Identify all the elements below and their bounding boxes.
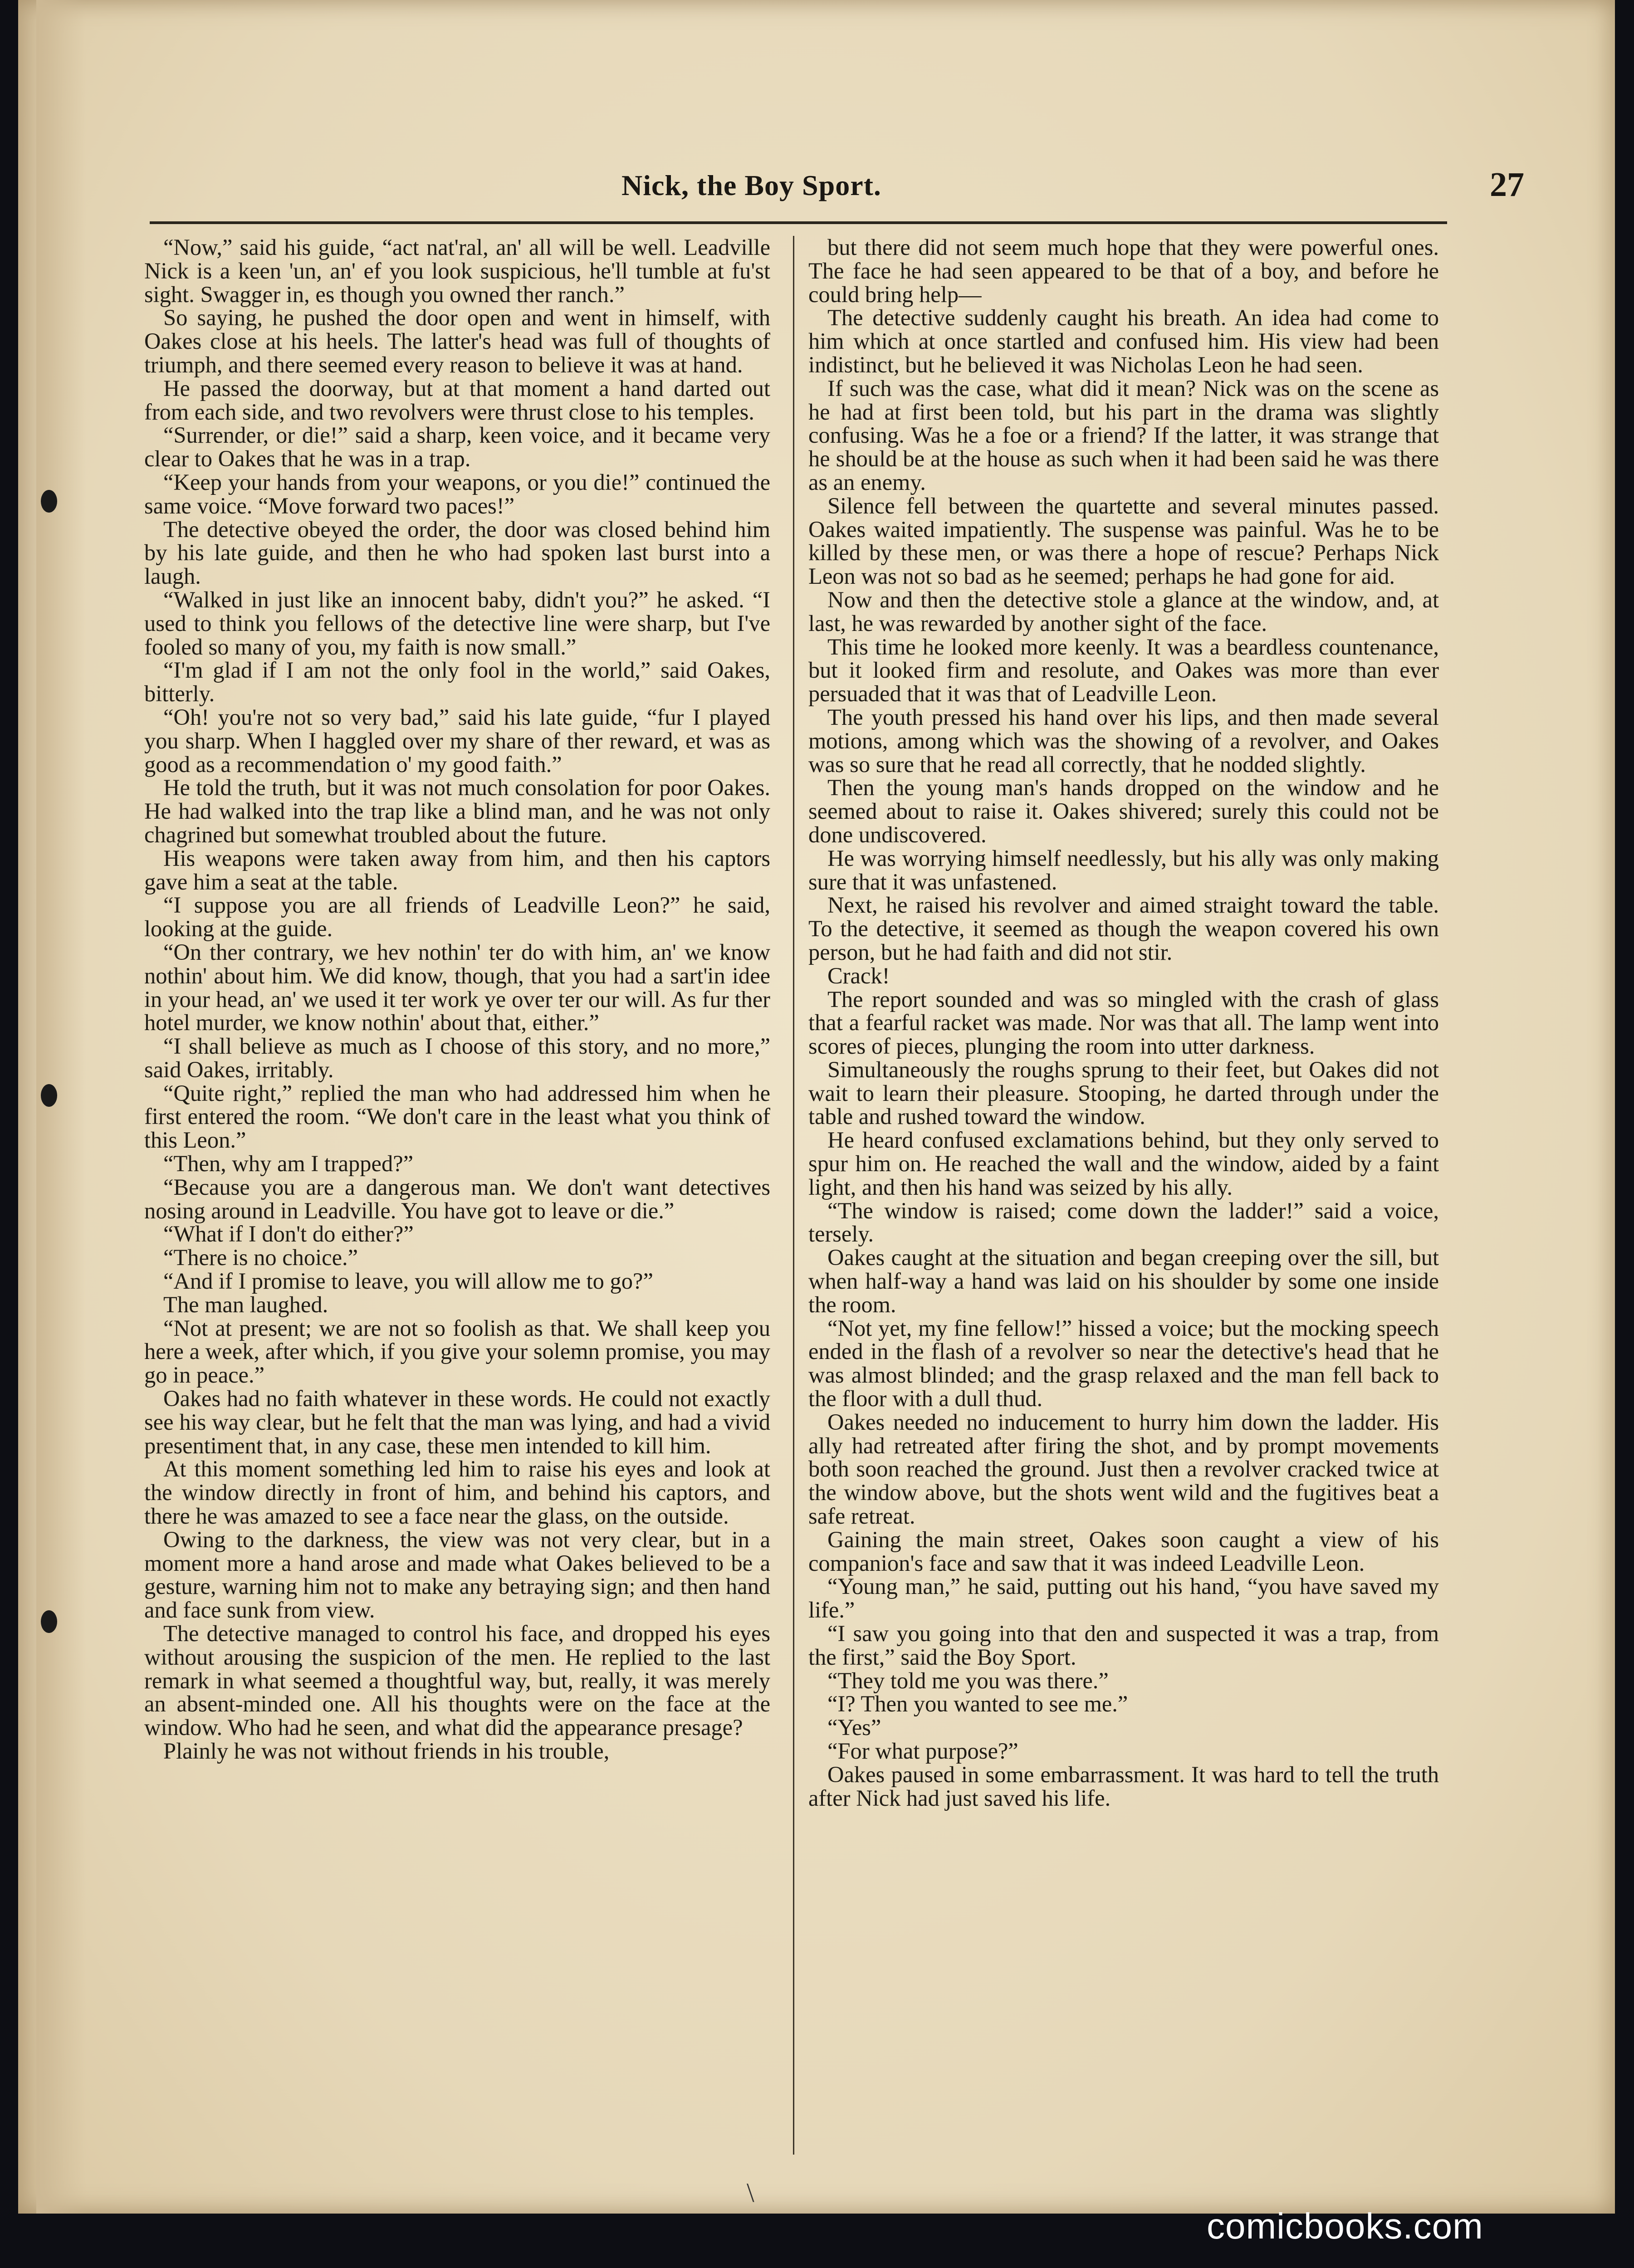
- paragraph: but there did not seem much hope that they were powerful ones. The face he had seen appeared to be that of a boy, and before he could bring help—: [808, 235, 1439, 307]
- paragraph: “I suppose you are all friends of Leadville Leon?” he said, looking at the guide.: [144, 892, 770, 942]
- paragraph: If such was the case, what did it mean? Nick was on the scene as he had at first been told, but his part in the drama was slightly confusing. Was he a foe or a friend? If the latter, it was strange that he should be at the house as such when it had been said he was there as an enemy.: [808, 375, 1439, 495]
- paragraph: The youth pressed his hand over his lips, and then made several motions, among which was the showing of a revolver, and Oakes was so sure that he read all correctly, that he nodded slightly.: [808, 704, 1439, 777]
- paragraph: “I? Then you wanted to see me.”: [827, 1691, 1128, 1717]
- paragraph: “Surrender, or die!” said a sharp, keen voice, and it became very clear to Oakes that he was in a trap.: [144, 422, 770, 472]
- paragraph: He passed the doorway, but at that moment a hand darted out from each side, and two revolvers were thrust close to his temples.: [144, 375, 770, 425]
- paragraph: Silence fell between the quartette and several minutes passed. Oakes waited impatiently. The suspense was painful. Was he to be killed by these men, or was there a hope of rescue? Perhaps Nick Leon was not so bad as he seemed; perhaps he had gone for aid.: [808, 493, 1439, 589]
- paragraph: “Yes”: [827, 1715, 881, 1740]
- paragraph: “On ther contrary, we hev nothin' ter do with him, an' we know nothin' about him. We did know, though, that you had a sart'in idee in your head, an' we used it ter work ye over ter our will. As fur ther hotel murder, we know nothin' about that, either.”: [144, 939, 770, 1036]
- paragraph: “What if I don't do either?”: [163, 1221, 414, 1247]
- paragraph: “And if I promise to leave, you will allow me to go?”: [163, 1268, 653, 1294]
- paragraph: The detective suddenly caught his breath. An idea had come to him which at once startled and confused him. His view had been indistinct, but he believed it was Nicholas Leon he had seen.: [808, 305, 1439, 377]
- paragraph: He told the truth, but it was not much consolation for poor Oakes. He had walked into the trap like a blind man, and he was not only chagrined but somewhat troubled about the future.: [144, 775, 770, 847]
- running-title: Nick, the Boy Sport.: [621, 169, 881, 201]
- paragraph: The detective managed to control his face, and dropped his eyes without arousing the suspicion of the men. He replied to the last remark in what seemed a thoughtful way, but, really, it was merely an absent-minded one. All his thoughts were on the face at the window. Who had he seen, and what did the appearance presage?: [144, 1621, 770, 1740]
- paragraph: “Not yet, my fine fellow!” hissed a voice; but the mocking speech ended in the flash of a revolver so near the detective's head that he was almost blinded; and the grasp relaxed and the man fell back to the floor with a dull thud.: [808, 1315, 1439, 1412]
- paragraph: “Not at present; we are not so foolish as that. We shall keep you here a week, after which, if you give your solemn promise, you may go in peace.”: [144, 1315, 770, 1388]
- paragraph: “They told me you was there.”: [827, 1667, 1109, 1693]
- binding-stitch: [41, 490, 57, 513]
- paragraph: “I shall believe as much as I choose of this story, and no more,” said Oakes, irritably.: [144, 1033, 770, 1082]
- page-spine: [36, 0, 86, 2214]
- paragraph: He was worrying himself needlessly, but his ally was only making sure that it was unfastened.: [808, 845, 1439, 894]
- paragraph: “There is no choice.”: [163, 1245, 358, 1271]
- column-divider: [793, 236, 794, 2155]
- paragraph: The report sounded and was so mingled with the crash of glass that a fearful racket was made. Nor was that all. The lamp went into scores of pieces, plunging the room into utter darkness.: [808, 986, 1439, 1059]
- right-column: [808, 236, 1439, 1810]
- page-number: 27: [1490, 166, 1524, 204]
- header-rule: [150, 221, 1447, 224]
- paragraph: Oakes needed no inducement to hurry him down the ladder. His ally had retreated after firing the shot, and by prompt movements both soon reached the ground. Just then a revolver cracked twice at the window above, but the shots went wild and the fugitives beat a safe retreat.: [808, 1409, 1439, 1529]
- paragraph: His weapons were taken away from him, and then his captors gave him a seat at the table.: [144, 845, 770, 894]
- binding-stitch: [41, 1610, 57, 1633]
- paragraph: So saying, he pushed the door open and went in himself, with Oakes close at his heels. The latter's head was full of thoughts of triumph, and there seemed every reason to believe it was at hand.: [144, 305, 770, 377]
- paragraph: “Now,” said his guide, “act nat'ral, an' all will be well. Leadville Nick is a keen 'un, an' ef you look suspicious, he'll tumble at fu'st sight. Swagger in, es though you owned ther ranch.”: [144, 235, 770, 307]
- paragraph: Oakes caught at the situation and began creeping over the sill, but when half-way a hand was laid on his shoulder by some one inside the room.: [808, 1245, 1439, 1317]
- paragraph: “I'm glad if I am not the only fool in the world,” said Oakes, bitterly.: [144, 657, 770, 707]
- page-mark: \: [747, 2178, 754, 2208]
- paragraph: Owing to the darkness, the view was not very clear, but in a moment more a hand arose and made what Oakes believed to be a gesture, warning him not to make any betraying sign; and then hand and face sunk from view.: [144, 1526, 770, 1623]
- paragraph: “I saw you going into that den and suspected it was a trap, from the first,” said the Boy Sport.: [808, 1621, 1439, 1670]
- paragraph: “Oh! you're not so very bad,” said his late guide, “fur I played you sharp. When I haggled over my share of ther reward, et was as good as a recommendation o' my good faith.”: [144, 704, 770, 777]
- paragraph: “Then, why am I trapped?”: [163, 1151, 414, 1177]
- paragraph: The detective obeyed the order, the door was closed behind him by his late guide, and then he who had spoken last burst into a laugh.: [144, 516, 770, 589]
- paragraph: “For what purpose?”: [827, 1738, 1018, 1764]
- paragraph: “Young man,” he said, putting out his hand, “you have saved my life.”: [808, 1574, 1439, 1623]
- page-header: [621, 166, 1524, 219]
- paragraph: Crack!: [827, 963, 890, 988]
- paragraph: Simultaneously the roughs sprung to their feet, but Oakes did not wait to learn their pleasure. Stooping, he darted through under the table and rushed toward the window.: [808, 1056, 1439, 1129]
- paragraph: This time he looked more keenly. It was a beardless countenance, but it looked firm and resolute, and Oakes was more than ever persuaded that it was that of Leadville Leon.: [808, 634, 1439, 707]
- paragraph: “Keep your hands from your weapons, or you die!” continued the same voice. “Move forward two paces!”: [144, 469, 770, 518]
- paragraph: “Because you are a dangerous man. We don't want detectives nosing around in Leadville. You have got to leave or die.”: [144, 1174, 770, 1223]
- paragraph: Oakes had no faith whatever in these words. He could not exactly see his way clear, but he felt that the man was lying, and had a vivid presentiment that, in any case, these men intended to kill him.: [144, 1386, 770, 1458]
- paragraph: Next, he raised his revolver and aimed straight toward the table. To the detective, it seemed as though the weapon covered his own person, but he had faith and did not stir.: [808, 892, 1439, 965]
- left-column: [144, 236, 770, 1763]
- paragraph: Oakes paused in some embarrassment. It was hard to tell the truth after Nick had just saved his life.: [808, 1761, 1439, 1811]
- watermark: comicbooks.com: [1207, 2206, 1483, 2246]
- binding-stitch: [41, 1084, 57, 1107]
- paragraph: He heard confused exclamations behind, but they only served to spur him on. He reached the wall and the window, aided by a faint light, and then his hand was seized by his ally.: [808, 1127, 1439, 1200]
- paragraph: Plainly he was not without friends in his trouble,: [163, 1738, 610, 1764]
- paragraph: At this moment something led him to raise his eyes and look at the window directly in front of him, and behind his captors, and there he was amazed to see a face near the glass, on the outside.: [144, 1456, 770, 1529]
- paragraph: “The window is raised; come down the ladder!” said a voice, tersely.: [808, 1198, 1439, 1247]
- paragraph: Now and then the detective stole a glance at the window, and, at last, he was rewarded by another sight of the face.: [808, 587, 1439, 636]
- paragraph: The man laughed.: [163, 1291, 328, 1317]
- paragraph: “Walked in just like an innocent baby, didn't you?” he asked. “I used to think you fellows of the detective line were sharp, but I've fooled so many of you, my faith is now small.”: [144, 587, 770, 660]
- paragraph: “Quite right,” replied the man who had addressed him when he first entered the room. “We don't care in the least what you think of this Leon.”: [144, 1080, 770, 1153]
- paragraph: Gaining the main street, Oakes soon caught a view of his companion's face and saw that it was indeed Leadville Leon.: [808, 1526, 1439, 1576]
- paragraph: Then the young man's hands dropped on the window and he seemed about to raise it. Oakes shivered; surely this could not be done undiscovered.: [808, 775, 1439, 847]
